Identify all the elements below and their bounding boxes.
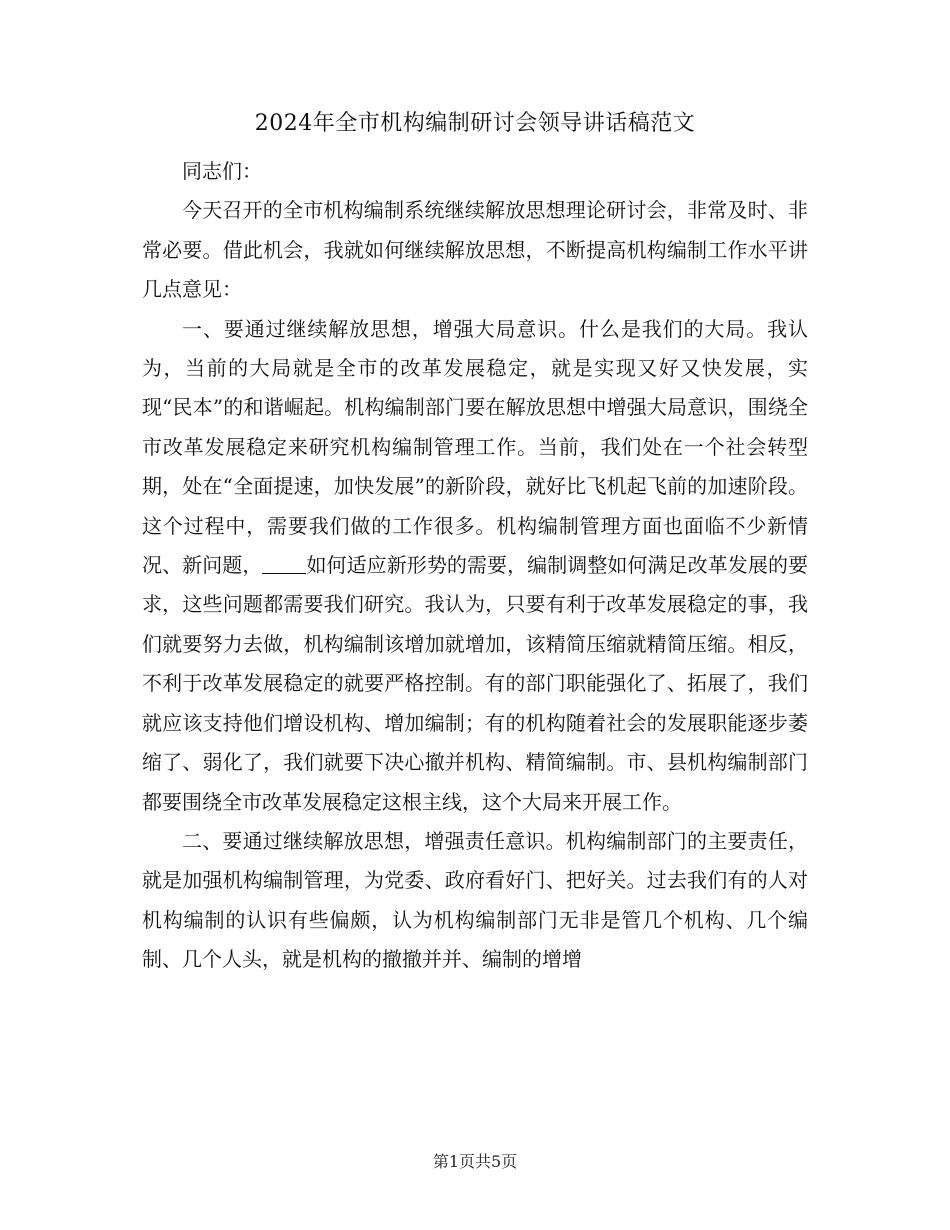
paragraph-point-one — [142, 310, 808, 822]
salutation: 同志们： — [182, 159, 262, 183]
paragraph-point-one-part-a: 一、要通过继续解放思想，增强大局意识。什么是我们的大局。我认为，当前的大局就是全市的改革发展稳定，就是实现又好又快发展，实现“民本”的和谐崛起。机构编制部门要在解放思想中增强大局意识，围绕全市改革发展稳定来研究机构编制管理工作。当前，我们处在一个社会转型期，处在“全面提速，加快发展”的新阶段，就好比飞机起飞前的加速阶段。这个过程中，需要我们做的工作很多。机构编制管理方面也面临不少新情况、新问题， — [142, 316, 808, 578]
document-title: 2024年全市机构编制研讨会领导讲话稿范文 — [254, 111, 696, 136]
fill-in-blank — [262, 553, 306, 574]
paragraph-point-one-part-b: 如何适应新形势的需要，编制调整如何满足改革发展的要求，这些问题都需要我们研究。我认为，只要有利于改革发展稳定的事，我们就要努力去做，机构编制该增加就增加，该精简压缩就精简压缩。相反，不利于改革发展稳定的就要严格控制。有的部门职能强化了、拓展了，我们就应该支持他们增设机构、增加编制；有的机构随着社会的发展职能逐步萎缩了、弱化了，我们就要下决心撤并机构、精简编制。市、县机构编制部门都要围绕全市改革发展稳定这根主线，这个大局来开展工作。 — [142, 553, 809, 814]
paragraph-point-two: 二、要通过继续解放思想，增强责任意识。机构编制部门的主要责任，就是加强机构编制管理，为党委、政府看好门、把好关。过去我们有的人对机构编制的认识有些偏颇，认为机构编制部门无非是管几个机构、几个编制、几个人头，就是机构的撤撤并并、编制的增增 — [142, 828, 808, 972]
paragraph-intro: 今天召开的全市机构编制系统继续解放思想理论研讨会，非常及时、非常必要。借此机会，我就如何继续解放思想，不断提高机构编制工作水平讲几点意见： — [142, 198, 808, 302]
page-number: 第1页共5页 — [432, 1152, 518, 1171]
document-body — [142, 152, 808, 980]
